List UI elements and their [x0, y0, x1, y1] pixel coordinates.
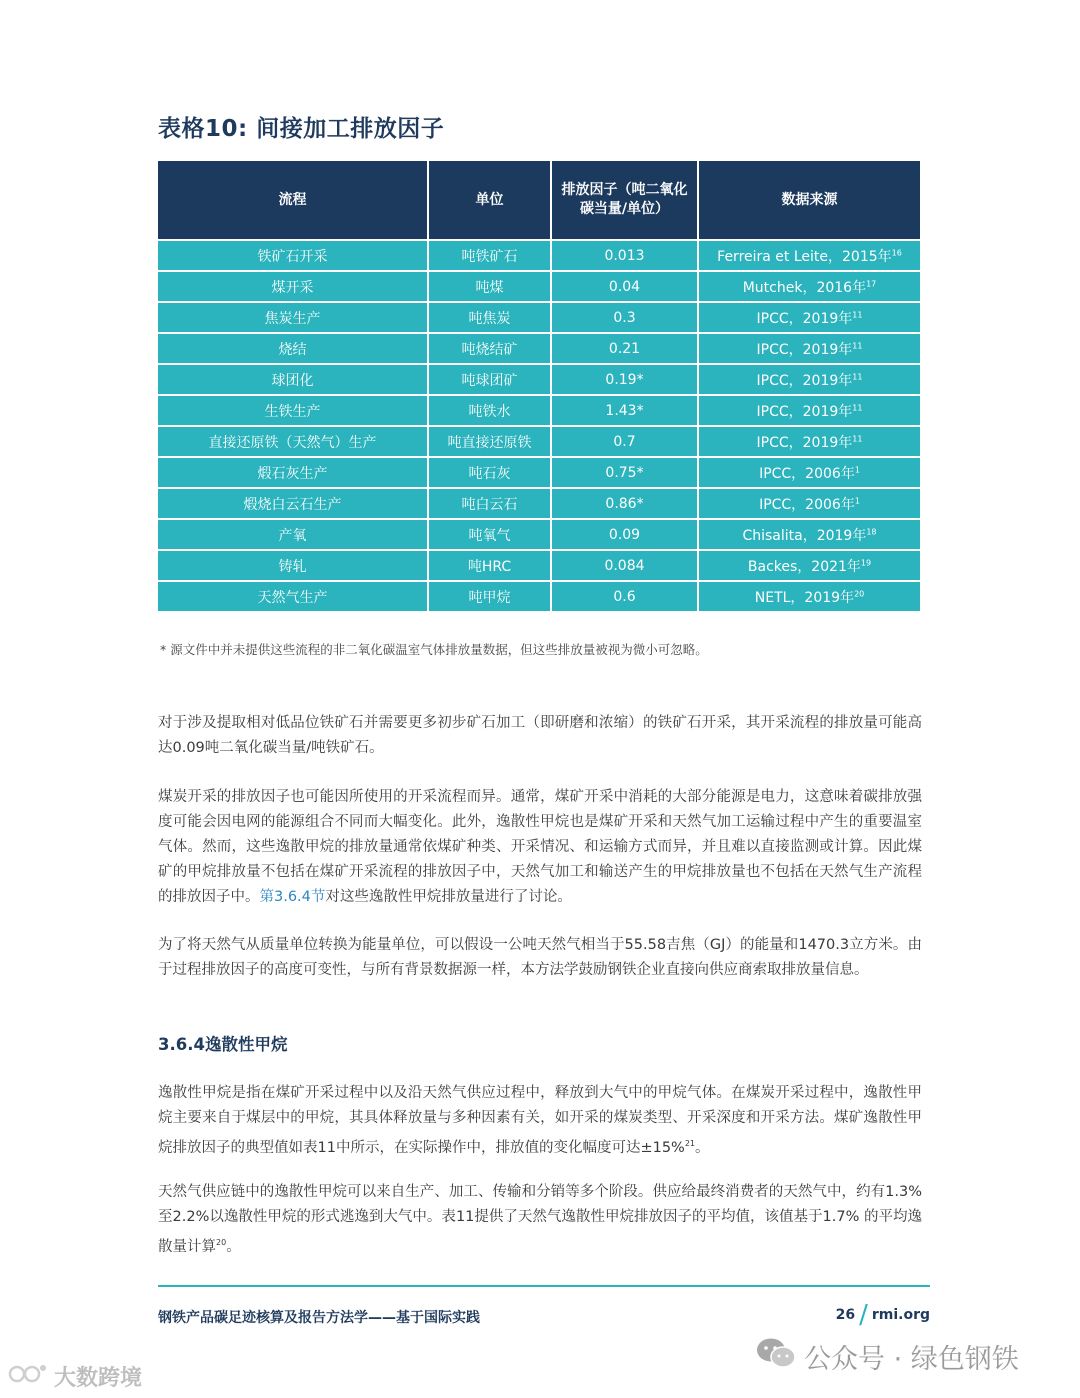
paragraph-gas-conversion: 为了将天然气从质量单位转换为能量单位，可以假设一公吨天然气相当于55.58吉焦（GJ）的能量和1470.3立方米。由于过程排放因子的高度可变性，与所有背景数据源一样，本方法学鼓励钢铁企业直接向供应商索取排放量信息。: [158, 937, 922, 978]
table-row: [158, 333, 920, 364]
cell-unit: 吨烧结矿: [428, 333, 551, 364]
cell-factor: 0.09: [551, 519, 698, 550]
paragraph-text: 对这些逸散性甲烷排放量进行了讨论。: [325, 889, 572, 905]
cell-source: [698, 519, 920, 550]
table-row: [158, 457, 920, 488]
cell-factor: 0.86*: [551, 488, 698, 519]
cell-source: [698, 271, 920, 302]
cell-unit: 吨甲烷: [428, 581, 551, 611]
paragraph-text: 煤炭开采的排放因子也可能因所使用的开采流程而异。通常，煤矿开采中消耗的大部分能源是电力，这意味着碳排放强度可能会因电网的能源组合不同而大幅变化。此外，逸散性甲烷也是煤矿开采和天然气加工运输过程中产生的重要温室气体。然而，这些逸散甲烷的排放量通常依煤矿种类、开采情况、和运输方式而异，并且难以直接监测或计算。因此煤矿的甲烷排放量不包括在煤矿开采流程的排放因子中，天然气加工和输送产生的甲烷排放量也不包括在天然气生产流程的排放因子中。: [158, 789, 922, 905]
source-text: IPCC，2019年: [756, 372, 853, 389]
ref-number: 21: [684, 1139, 696, 1148]
cell-process: 煅石灰生产: [158, 457, 428, 488]
table-row: [158, 240, 920, 271]
page-title: 表格10: 间接加工排放因子: [158, 116, 445, 142]
cell-unit: 吨石灰: [428, 457, 551, 488]
watermark-wechat: [756, 1336, 1019, 1377]
cell-source: [698, 488, 920, 519]
watermark-text: 公众号 · 绿色钢铁: [804, 1344, 1019, 1375]
ref-number: 11: [852, 309, 863, 319]
paragraph-coal-mining: [158, 785, 922, 910]
cell-factor: 0.013: [551, 240, 698, 271]
emission-factor-table: [158, 161, 920, 611]
cell-factor: 0.6: [551, 581, 698, 611]
ref-number: 17: [866, 278, 877, 288]
cell-unit: 吨焦炭: [428, 302, 551, 333]
ref-number: 19: [860, 557, 872, 567]
source-text: Chisalita，2019年: [742, 527, 867, 544]
cell-process: 煅烧白云石生产: [158, 488, 428, 519]
cell-process: 产氧: [158, 519, 428, 550]
source-text: IPCC，2019年: [756, 310, 853, 327]
brand-logo-icon: [8, 1360, 48, 1392]
header-factor: 排放因子（吨二氧化碳当量/单位）: [551, 161, 698, 240]
cell-factor: 0.04: [551, 271, 698, 302]
header-process: 流程: [158, 161, 428, 240]
cell-factor: 0.21: [551, 333, 698, 364]
source-text: IPCC，2006年: [759, 496, 855, 513]
site-link[interactable]: rmi.org: [871, 1307, 930, 1323]
paragraph-text: 逸散性甲烷是指在煤矿开采过程中以及沿天然气供应过程中，释放到大气中的甲烷气体。在煤炭开采过程中，逸散性甲烷主要来自于煤层中的甲烷，其具体释放量与多种因素有关，如开采的煤炭类型、开采深度和开采方法。煤矿逸散性甲烷排放因子的典型值如表11中所示，在实际操作中，排放值的变化幅度可达±15%: [158, 1085, 922, 1156]
table-row: [158, 519, 920, 550]
ref-number: 18: [866, 526, 877, 536]
cell-source: [698, 457, 920, 488]
table-header-row: [158, 161, 920, 240]
ref-number: 1: [854, 495, 860, 505]
table-row: [158, 488, 920, 519]
footer-page-info: [836, 1302, 930, 1328]
ref-number: 16: [891, 247, 902, 257]
cell-source: [698, 302, 920, 333]
cell-unit: 吨白云石: [428, 488, 551, 519]
cell-process: 焦炭生产: [158, 302, 428, 333]
page-number: 26: [835, 1307, 856, 1323]
cell-factor: 0.19*: [551, 364, 698, 395]
cell-unit: 吨HRC: [428, 550, 551, 581]
cell-factor: 0.7: [551, 426, 698, 457]
cell-unit: 吨铁矿石: [428, 240, 551, 271]
table-row: [158, 271, 920, 302]
source-text: Mutchek，2016年: [742, 279, 867, 296]
cell-factor: 1.43*: [551, 395, 698, 426]
table-row: [158, 364, 920, 395]
cell-process: 直接还原铁（天然气）生产: [158, 426, 428, 457]
header-unit: 单位: [428, 161, 551, 240]
ref-number: 11: [852, 371, 863, 381]
source-text: IPCC，2006年: [759, 465, 855, 482]
table-row: [158, 302, 920, 333]
ref-number: 20: [216, 1238, 227, 1247]
cell-unit: 吨煤: [428, 271, 551, 302]
source-text: IPCC，2019年: [756, 341, 853, 358]
watermark-brand: [8, 1360, 142, 1392]
source-text: Ferreira et Leite，2015年: [717, 248, 892, 265]
paragraph-text: 天然气供应链中的逸散性甲烷可以来自生产、加工、传输和分销等多个阶段。供应给最终消费者的天然气中，约有1.3%至2.2%以逸散性甲烷的形式逃逸到大气中。表11提供了天然气逸散性甲烷排放因子的平均值，该值基于1.7% 的平均逸散量计算: [158, 1184, 922, 1255]
cell-source: [698, 426, 920, 457]
cell-source: [698, 395, 920, 426]
source-text: NETL，2019年: [754, 589, 855, 606]
cell-source: [698, 364, 920, 395]
table-row: [158, 426, 920, 457]
cell-source: [698, 240, 920, 271]
footer-divider: [158, 1285, 930, 1287]
paragraph-gas-supply-chain: [158, 1180, 922, 1260]
cell-source: [698, 581, 920, 611]
cell-process: 烧结: [158, 333, 428, 364]
footer-document-title: 钢铁产品碳足迹核算及报告方法学——基于国际实践: [158, 1310, 480, 1326]
paragraph-fugitive-methane: [158, 1081, 922, 1161]
ref-number: 11: [852, 433, 863, 443]
cell-source: [698, 333, 920, 364]
cell-process: 球团化: [158, 364, 428, 395]
paragraph-iron-ore: 对于涉及提取相对低品位铁矿石并需要更多初步矿石加工（即研磨和浓缩）的铁矿石开采，其开采流程的排放量可能高达0.09吨二氧化碳当量/吨铁矿石。: [158, 715, 922, 756]
paragraph-text: 。: [226, 1238, 241, 1255]
paragraph-text: 。: [695, 1139, 710, 1156]
cell-process: 铸轧: [158, 550, 428, 581]
cell-unit: 吨直接还原铁: [428, 426, 551, 457]
cell-factor: 0.3: [551, 302, 698, 333]
cell-source: [698, 550, 920, 581]
ref-number: 11: [852, 402, 863, 412]
wechat-icon: [756, 1336, 796, 1377]
cell-process: 生铁生产: [158, 395, 428, 426]
header-source: 数据来源: [698, 161, 920, 240]
source-text: IPCC，2019年: [756, 403, 853, 420]
source-text: Backes，2021年: [747, 558, 861, 575]
section-heading: 3.6.4逸散性甲烷: [158, 1035, 288, 1054]
slash-icon: /: [859, 1300, 868, 1330]
cell-process: 煤开采: [158, 271, 428, 302]
cell-unit: 吨氧气: [428, 519, 551, 550]
table-row: [158, 581, 920, 611]
ref-number: 11: [852, 340, 863, 350]
source-text: IPCC，2019年: [756, 434, 853, 451]
cell-factor: 0.084: [551, 550, 698, 581]
table-row: [158, 550, 920, 581]
section-link[interactable]: 第3.6.4节: [259, 889, 326, 905]
cell-factor: 0.75*: [551, 457, 698, 488]
cell-unit: 吨铁水: [428, 395, 551, 426]
ref-number: 1: [854, 464, 860, 474]
cell-process: 铁矿石开采: [158, 240, 428, 271]
table-footnote: * 源文件中并未提供这些流程的非二氧化碳温室气体排放量数据，但这些排放量被视为微小可忽略。: [160, 642, 708, 657]
watermark-text: 大数跨境: [54, 1365, 143, 1391]
table-row: [158, 395, 920, 426]
ref-number: 20: [854, 588, 865, 598]
cell-process: 天然气生产: [158, 581, 428, 611]
cell-unit: 吨球团矿: [428, 364, 551, 395]
